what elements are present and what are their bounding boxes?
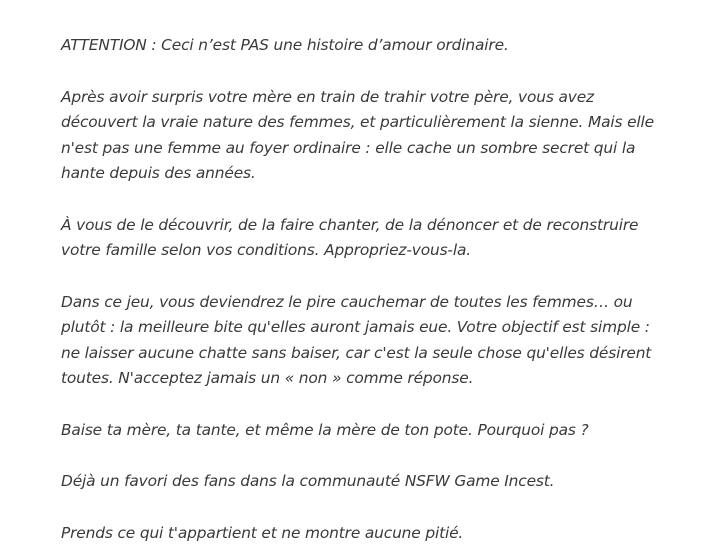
story-intro-paragraph: Après avoir surpris votre mère en train de trahir votre père, vous avez découvert la vraie nature des femmes, et particulièrement la sienne. Mais elle n'est pas une femme au foyer ordinaire : elle cache un sombre secret qui la hante depuis des années. (61, 87, 654, 182)
tagline-paragraph: Baise ta mère, ta tante, et même la mère de ton pote. Pourquoi pas ? (61, 420, 589, 439)
gameplay-paragraph: Dans ce jeu, vous deviendrez le pire cauchemar de toutes les femmes… ou plutôt : la meilleure bite qu'elles auront jamais eue. Votre objectif est simple : ne laisser aucune chatte sans baiser, car c'est la seule chose qu'elles désirent toutes. N'acceptez jamais un « non » comme réponse. (61, 292, 652, 387)
community-paragraph: Déjà un favori des fans dans la communauté NSFW Game Incest. (61, 472, 555, 490)
description-body (61, 33, 661, 546)
closing-paragraph: Prends ce qui t'appartient et ne montre aucune pitié. (61, 523, 464, 542)
warning-paragraph: ATTENTION : Ceci n’est PAS une histoire d’amour ordinaire. (61, 36, 509, 54)
objective-paragraph: À vous de le découvrir, de la faire chanter, de la dénoncer et de reconstruire votre famille selon vos conditions. Appropriez-vous-la. (61, 215, 639, 259)
